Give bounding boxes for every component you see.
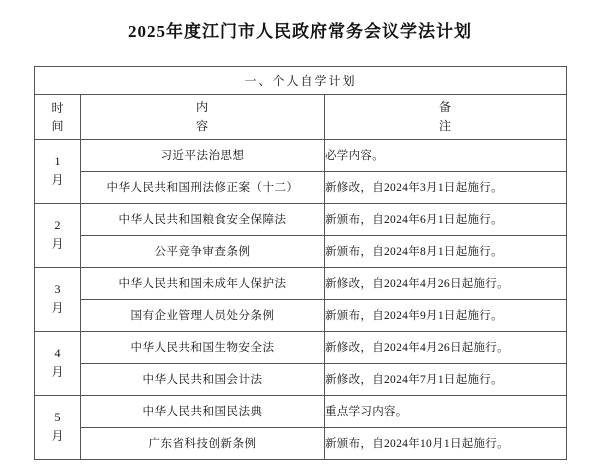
table-row [35, 427, 567, 459]
table-row [35, 267, 567, 299]
section-title-row [35, 66, 567, 94]
remark-cell: 新颁布，自2024年8月1日起施行。 [325, 235, 567, 267]
document-page [0, 20, 600, 472]
content-cell: 广东省科技创新条例 [81, 427, 325, 459]
month-number: 3 [54, 282, 61, 297]
month-number: 2 [54, 218, 61, 233]
month-unit: 月 [51, 173, 64, 188]
table-row [35, 395, 567, 427]
month-unit: 月 [51, 365, 64, 380]
header-time [35, 94, 81, 139]
study-plan-table [34, 66, 567, 460]
remark-cell: 必学内容。 [325, 139, 567, 171]
month-cell-5 [35, 395, 81, 459]
content-cell: 中华人民共和国会计法 [81, 363, 325, 395]
header-time-line1: 时 [51, 100, 64, 115]
table-row [35, 171, 567, 203]
content-cell: 公平竞争审查条例 [81, 235, 325, 267]
content-cell: 中华人民共和国生物安全法 [81, 331, 325, 363]
remark-cell: 新颁布，自2024年10月1日起施行。 [325, 427, 567, 459]
content-cell: 中华人民共和国民法典 [81, 395, 325, 427]
header-remark-line1: 备 [438, 100, 452, 115]
table-row [35, 331, 567, 363]
content-cell: 中华人民共和国未成年人保护法 [81, 267, 325, 299]
remark-cell: 新颁布，自2024年9月1日起施行。 [325, 299, 567, 331]
table-header-row [35, 94, 567, 139]
header-content-line2: 容 [195, 118, 209, 133]
header-time-line2: 间 [51, 118, 64, 133]
header-content-line1: 内 [195, 100, 209, 115]
content-cell: 中华人民共和国粮食安全保障法 [81, 203, 325, 235]
remark-cell: 新修改，自2024年3月1日起施行。 [325, 171, 567, 203]
header-content [81, 94, 325, 139]
table-row [35, 235, 567, 267]
month-number: 4 [54, 346, 61, 361]
month-cell-4 [35, 331, 81, 395]
header-remark [325, 94, 567, 139]
table-row [35, 363, 567, 395]
remark-cell: 重点学习内容。 [325, 395, 567, 427]
month-number: 1 [54, 154, 61, 169]
month-unit: 月 [51, 237, 64, 252]
table-row [35, 139, 567, 171]
plan-table-wrapper [34, 66, 566, 460]
content-cell: 国有企业管理人员处分条例 [81, 299, 325, 331]
table-row [35, 203, 567, 235]
header-remark-line2: 注 [438, 118, 452, 133]
section-title: 一、个人自学计划 [35, 66, 567, 94]
month-cell-3 [35, 267, 81, 331]
table-row [35, 299, 567, 331]
remark-cell: 新颁布，自2024年6月1日起施行。 [325, 203, 567, 235]
month-unit: 月 [51, 429, 64, 444]
content-cell: 习近平法治思想 [81, 139, 325, 171]
content-cell: 中华人民共和国刑法修正案（十二） [81, 171, 325, 203]
page-title: 2025年度江门市人民政府常务会议学法计划 [128, 22, 472, 41]
month-number: 5 [54, 410, 61, 425]
month-cell-2 [35, 203, 81, 267]
remark-cell: 新修改，自2024年4月26日起施行。 [325, 267, 567, 299]
remark-cell: 新修改，自2024年7月1日起施行。 [325, 363, 567, 395]
table-body [35, 66, 567, 459]
remark-cell: 新修改，自2024年4月26日起施行。 [325, 331, 567, 363]
month-unit: 月 [51, 301, 64, 316]
month-cell-1 [35, 139, 81, 203]
